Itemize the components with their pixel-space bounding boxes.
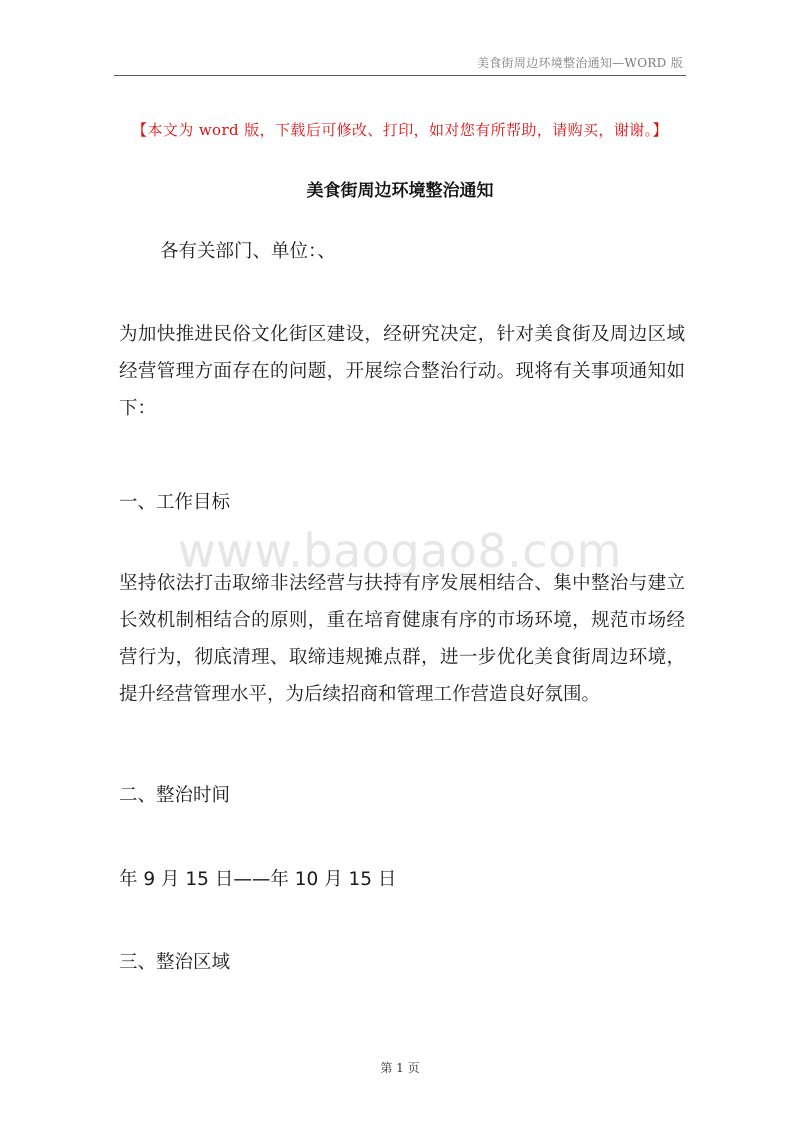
- watermark: www.baogao8.com: [178, 524, 622, 578]
- section-heading-goal: 一、工作目标: [119, 492, 231, 513]
- time-range: 年 9 月 15 日——年 10 月 15 日: [119, 869, 397, 890]
- section-heading-time: 二、整治时间: [119, 785, 231, 806]
- section-heading-area: 三、整治区域: [119, 952, 231, 973]
- intro-paragraph: 为加快推进民俗文化街区建设，经研究决定，针对美食街及周边区域经营管理方面存在的问题，开展综合整治行动。现将有关事项通知如下：: [119, 324, 685, 419]
- download-notice: 【本文为 word 版，下载后可修改、打印，如对您有所帮助，请购买，谢谢。】: [132, 121, 668, 139]
- document-title: 美食街周边环境整治通知: [306, 181, 494, 201]
- goal-paragraph: 坚持依法打击取缔非法经营与扶持有序发展相结合、集中整治与建立长效机制相结合的原则，重在培育健康有序的市场环境，规范市场经营行为，彻底清理、取缔违规摊点群，进一步优化美食街周边环境，提升经营管理水平，为后续招商和管理工作营造良好氛围。: [119, 573, 685, 705]
- page-number: 第 1 页: [380, 1061, 420, 1075]
- header-divider: [114, 75, 686, 76]
- running-header: 美食街周边环境整治通知—WORD 版: [476, 56, 683, 70]
- salutation: 各有关部门、单位：、: [160, 241, 336, 262]
